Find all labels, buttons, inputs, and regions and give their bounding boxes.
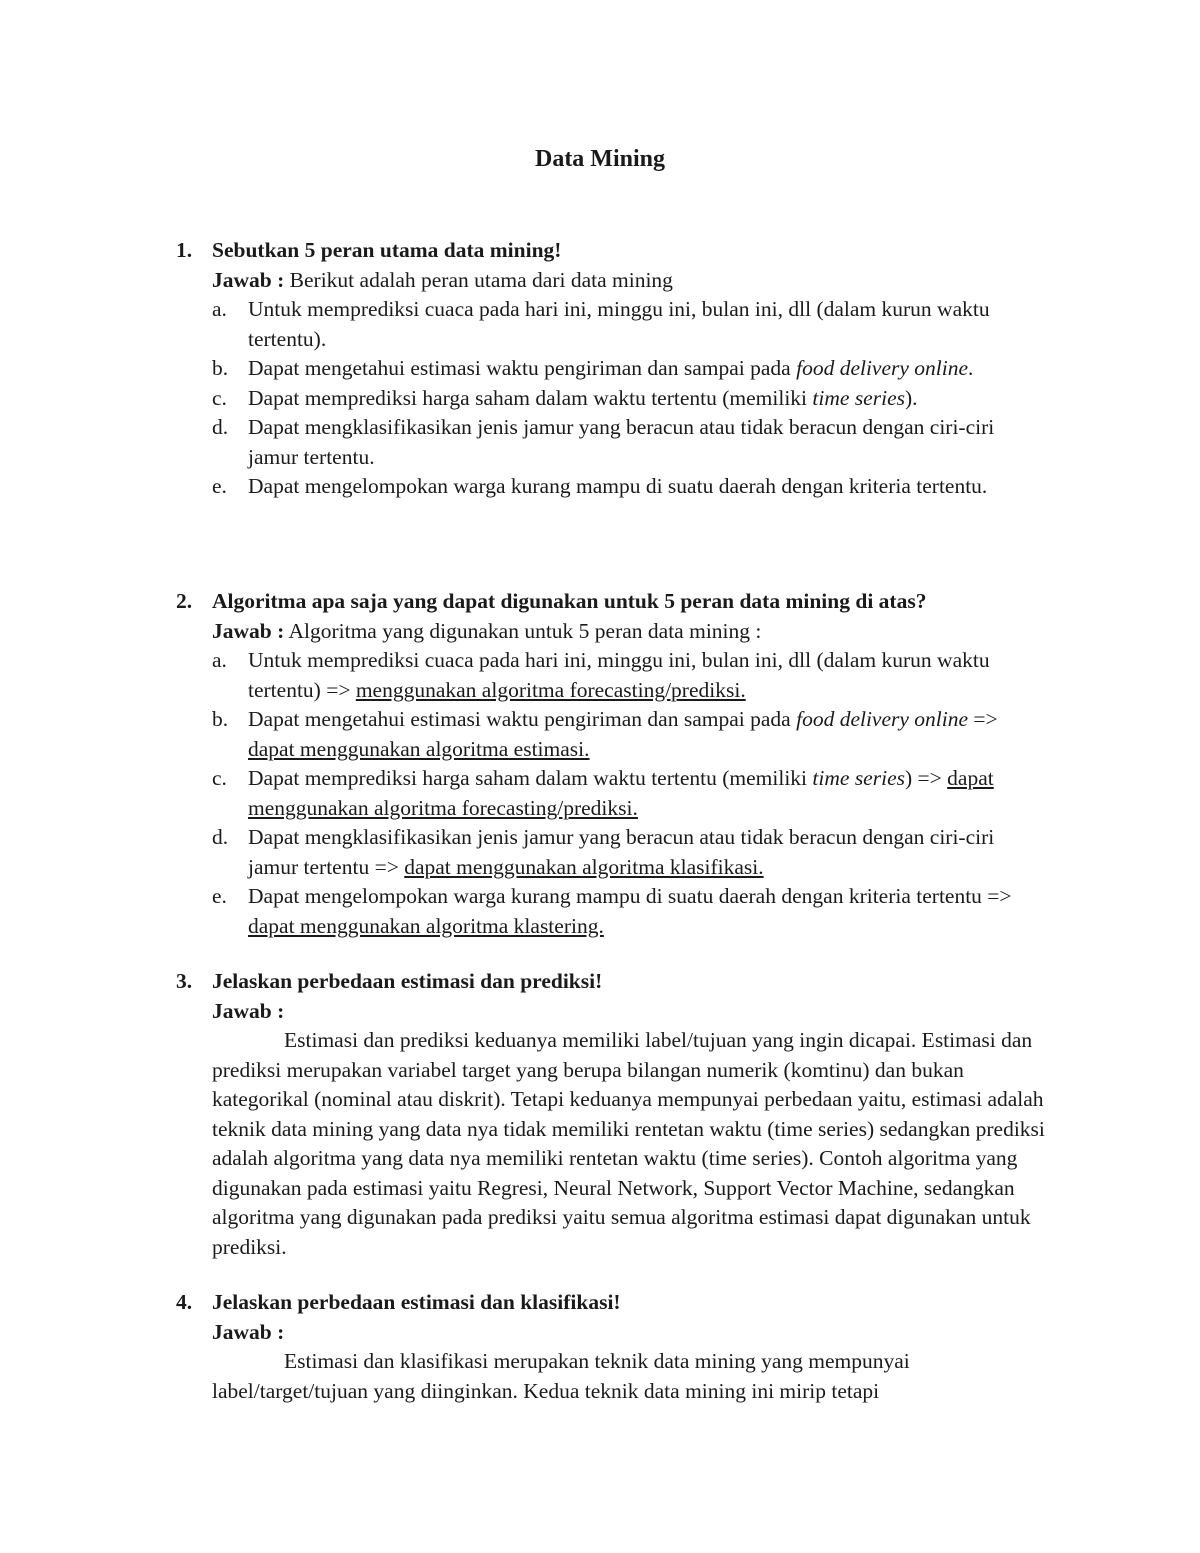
list-item <box>212 295 1018 354</box>
answer-list <box>176 295 1076 502</box>
list-text: Dapat memprediksi harga saham dalam waktu tertentu (memiliki <box>248 385 813 410</box>
list-item <box>212 823 1018 882</box>
list-text: Dapat mengetahui estimasi waktu pengiriman dan sampai pada <box>248 356 797 380</box>
question-text: Algoritma apa saja yang dapat digunakan untuk 5 peran data mining di atas? <box>212 589 927 613</box>
answer-list <box>176 646 1076 941</box>
list-item <box>212 413 1018 472</box>
question-2-heading <box>176 587 1076 617</box>
question-text: Jelaskan perbedaan estimasi dan klasifikasi! <box>212 1290 621 1314</box>
question-number: 1. <box>176 238 193 262</box>
question-number: 2. <box>176 589 193 613</box>
paragraph-text: Estimasi dan prediksi keduanya memiliki label/tujuan yang ingin dicapai. Estimasi dan prediksi merupakan variabel target yang berupa bilangan numerik (komtinu) dan bukan kategorikal (nominal atau diskrit). Tetapi keduanya mempunyai perbedaan yaitu, estimasi adalah teknik data mining yang data nya tidak memiliki rentetan waktu (time series) sedangkan prediksi adalah algoritma yang data nya memiliki rentetan waktu (time series). Contoh algoritma yang digunakan pada estimasi yaitu Regresi, Neural Network, Support Vector Machine, sedangkan algoritma yang digunakan pada prediksi yaitu semua algoritma estimasi dapat digunakan untuk prediksi. <box>212 1028 1045 1259</box>
list-text: Dapat mengklasifikasikan jenis jamur yang beracun atau tidak beracun dengan ciri-ciri jamur tertentu => <box>248 825 995 879</box>
list-underlined-text: dapat menggunakan algoritma klastering. <box>248 913 604 938</box>
list-italic: food delivery online <box>796 356 969 380</box>
question-4-heading <box>176 1288 1076 1318</box>
answer-line <box>176 266 1076 296</box>
question-2 <box>176 587 1076 941</box>
list-letter: a. <box>212 648 227 672</box>
answer-text: Berikut adalah peran utama dari data mining <box>284 267 673 292</box>
list-letter: d. <box>212 415 229 439</box>
list-item <box>212 354 1018 384</box>
list-item <box>212 472 1018 502</box>
list-text: ). <box>904 385 918 410</box>
question-4 <box>176 1288 1076 1406</box>
list-letter: d. <box>212 825 229 849</box>
answer-label: Jawab : <box>212 267 285 292</box>
list-italic: time series <box>812 385 905 410</box>
list-italic: food delivery online <box>796 707 969 731</box>
answer-line <box>176 997 1076 1027</box>
list-text: Dapat mengetahui estimasi waktu pengiriman dan sampai pada <box>248 707 797 731</box>
list-item <box>212 384 1018 414</box>
question-text: Jelaskan perbedaan estimasi dan prediksi! <box>212 969 603 993</box>
list-underlined-text: menggunakan algoritma forecasting/prediksi. <box>355 677 746 702</box>
list-text: Dapat mengelompokan warga kurang mampu di suatu daerah dengan kriteria tertentu => <box>248 884 1012 908</box>
question-3 <box>176 967 1076 1262</box>
list-text: => <box>968 707 998 731</box>
question-number: 4. <box>176 1290 193 1314</box>
list-letter: e. <box>212 884 227 908</box>
answer-line <box>176 1318 1076 1348</box>
list-item <box>212 705 1018 764</box>
list-underlined-text: dapat menggunakan algoritma estimasi. <box>248 736 590 761</box>
answer-paragraph <box>176 1347 1064 1406</box>
list-underlined-text: dapat menggunakan algoritma klasifikasi. <box>404 854 764 879</box>
paragraph-text: Estimasi dan klasifikasi merupakan teknik data mining yang mempunyai label/target/tujuan yang diinginkan. Kedua teknik data mining ini mirip tetapi <box>212 1349 910 1403</box>
answer-line <box>176 617 1076 647</box>
answer-label: Jawab : <box>212 618 285 643</box>
list-letter: e. <box>212 474 227 498</box>
list-italic: time series <box>812 766 905 790</box>
list-letter: c. <box>212 766 227 790</box>
list-letter: a. <box>212 297 227 321</box>
question-number: 3. <box>176 969 193 993</box>
question-1-heading <box>176 236 1076 266</box>
list-underlined-text: dapat menggunakan algoritma forecasting/prediksi. <box>248 766 994 820</box>
list-letter: c. <box>212 385 227 410</box>
list-text: Dapat mengelompokan warga kurang mampu di suatu daerah dengan kriteria tertentu. <box>248 474 988 498</box>
answer-label: Jawab : <box>212 1319 285 1344</box>
answer-text: Algoritma yang digunakan untuk 5 peran data mining : <box>284 618 762 643</box>
list-letter: b. <box>212 356 229 380</box>
list-text: ) => <box>904 766 948 790</box>
list-text: Untuk memprediksi cuaca pada hari ini, minggu ini, bulan ini, dll (dalam kurun waktu tertentu). <box>248 297 990 351</box>
list-item <box>212 646 1018 705</box>
answer-label: Jawab : <box>212 998 285 1023</box>
list-text: Dapat mengklasifikasikan jenis jamur yang beracun atau tidak beracun dengan ciri-ciri jamur tertentu. <box>248 415 995 469</box>
list-text: Dapat memprediksi harga saham dalam waktu tertentu (memiliki <box>248 766 813 790</box>
list-item <box>212 882 1018 941</box>
question-text: Sebutkan 5 peran utama data mining! <box>212 238 562 262</box>
question-3-heading <box>176 967 1076 997</box>
list-letter: b. <box>212 707 229 731</box>
list-text: . <box>968 356 974 380</box>
list-item <box>212 764 1018 823</box>
page-title: Data Mining <box>534 146 665 172</box>
answer-paragraph <box>176 1026 1064 1262</box>
list-text: Untuk memprediksi cuaca pada hari ini, minggu ini, bulan ini, dll (dalam kurun waktu tertentu) => <box>248 648 990 702</box>
question-1 <box>176 236 1076 502</box>
